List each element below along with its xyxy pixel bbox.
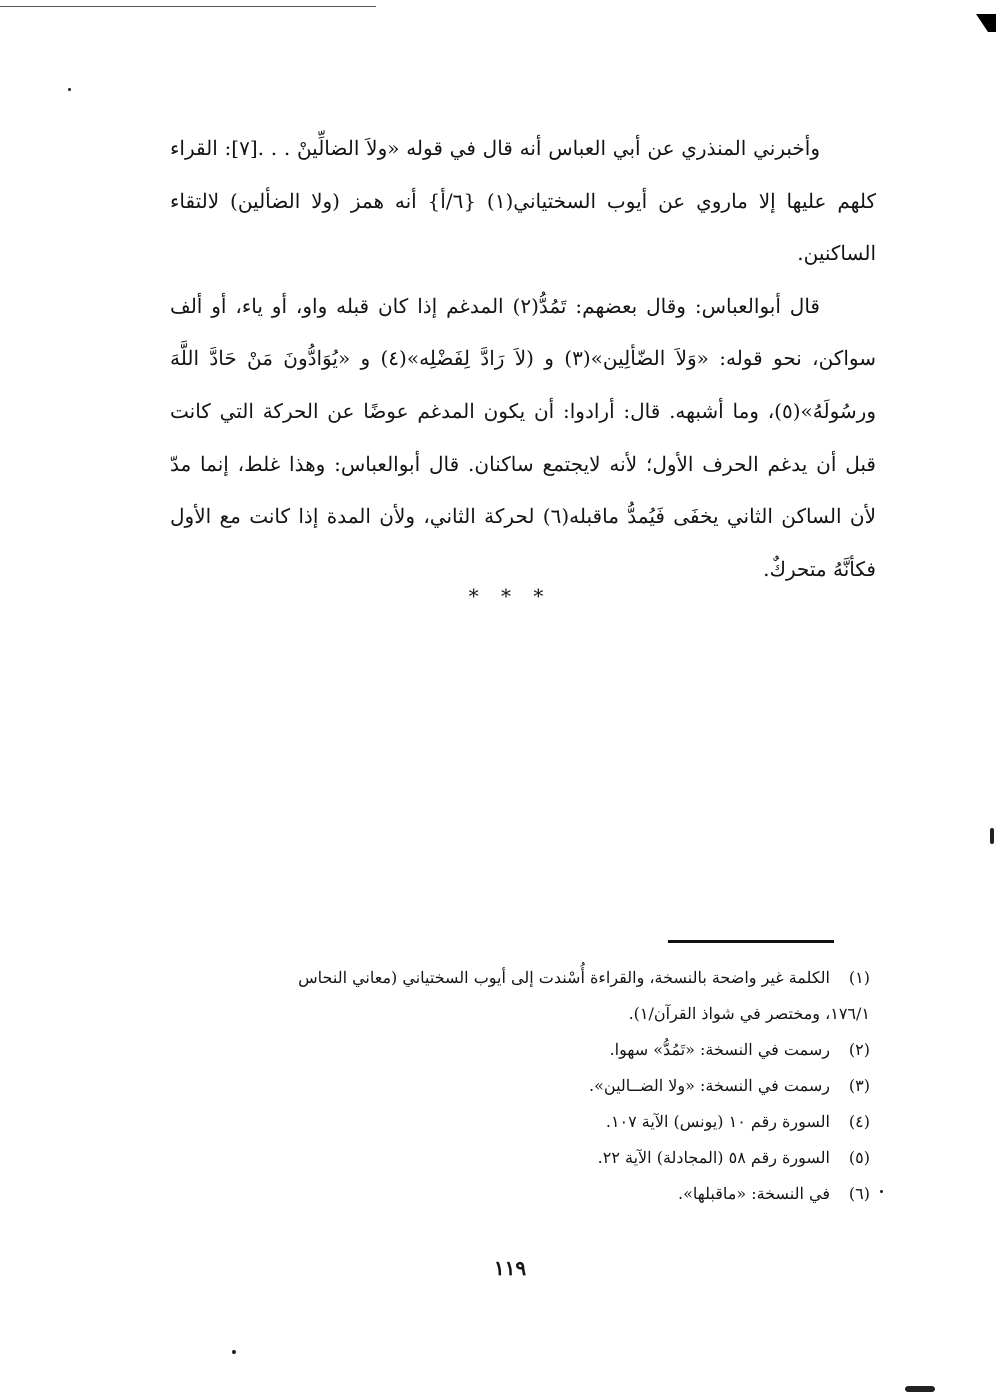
footnote-text: رسمت في النسخة: «تَمُدُّ» سهوا. xyxy=(609,1040,830,1059)
footnote-2 xyxy=(160,1032,870,1068)
footnote-1 xyxy=(160,960,870,996)
corner-scan-mark xyxy=(976,14,996,32)
footnote-number: (٤) xyxy=(848,1112,870,1131)
footnote-number: (٦) xyxy=(848,1184,870,1203)
footnote-5 xyxy=(160,1140,870,1176)
page-number: ١١٩ xyxy=(493,1256,527,1280)
footnote-3 xyxy=(160,1068,870,1104)
scan-speck xyxy=(232,1350,236,1354)
footnote-text: رسمت في النسخة: «ولا الضــالين». xyxy=(589,1076,830,1095)
footnote-rule xyxy=(668,940,834,943)
footnote-text: السورة رقم ١٠ (يونس) الآية ١٠٧. xyxy=(605,1112,830,1131)
section-separator: * * * xyxy=(468,584,552,608)
footnote-number: (٣) xyxy=(848,1076,870,1095)
scan-speck xyxy=(68,88,71,91)
paragraph-1: وأخبرني المنذري عن أبي العباس أنه قال في قوله «ولاَ الضالِّينْ . . .[٧]: القراء كلهم عليها إلا ماروي عن أيوب السختياني(١) {٦/أ} أنه همز (ولا الضألين) لالتقاء الساكنين. xyxy=(170,136,876,266)
footnote-6 xyxy=(160,1176,870,1212)
footnotes xyxy=(160,960,870,1212)
main-text xyxy=(170,122,876,595)
footnote-1-continuation: ١٧٦/١، ومختصر في شواذ القرآن/١). xyxy=(628,1004,870,1023)
footnote-text: الكلمة غير واضحة بالنسخة، والقراءة أُسْندت إلى أيوب السختياني (معاني النحاس xyxy=(298,968,830,987)
footnote-4 xyxy=(160,1104,870,1140)
footnote-number: (٥) xyxy=(848,1148,870,1167)
footnote-number: (٢) xyxy=(848,1040,870,1059)
paragraph-2: قال أبوالعباس: وقال بعضهم: تَمُدُّ(٢) المدغم إذا كان قبله واو، أو ياء، أو ألف سواكن، نحو قوله: «وَلاَ الضّألِين»(٣) و (لاَ رَادَّ لِفَضْلِه»(٤) و «يُوَادُّونَ مَنْ حَادَّ اللَّهَ ورسُولَهُ»(٥)، وما أشبهه. قال: أرادوا: أن يكون المدغم عوضًا عن الحركة التي كانت قبل أن يدغم الحرف الأول؛ لأنه لايجتمع ساكنان. قال أبوالعباس: وهذا غلط، إنما مدّ لأن الساكن الثاني يخفَى فَيُمدُّ ماقبله(٦) لحركة الثاني، ولأن المدة إذا كانت مع الأول فكأنَّهُ متحركٌ. xyxy=(170,293,876,581)
scan-speck xyxy=(905,1386,935,1392)
scan-speck xyxy=(880,1190,883,1193)
footnote-number: (١) xyxy=(848,968,870,987)
top-scan-rule xyxy=(0,6,376,7)
footnote-text: في النسخة: «ماقبلها». xyxy=(677,1184,830,1203)
scan-speck xyxy=(990,828,994,844)
footnote-text: السورة رقم ٥٨ (المجادلة) الآية ٢٢. xyxy=(597,1148,830,1167)
